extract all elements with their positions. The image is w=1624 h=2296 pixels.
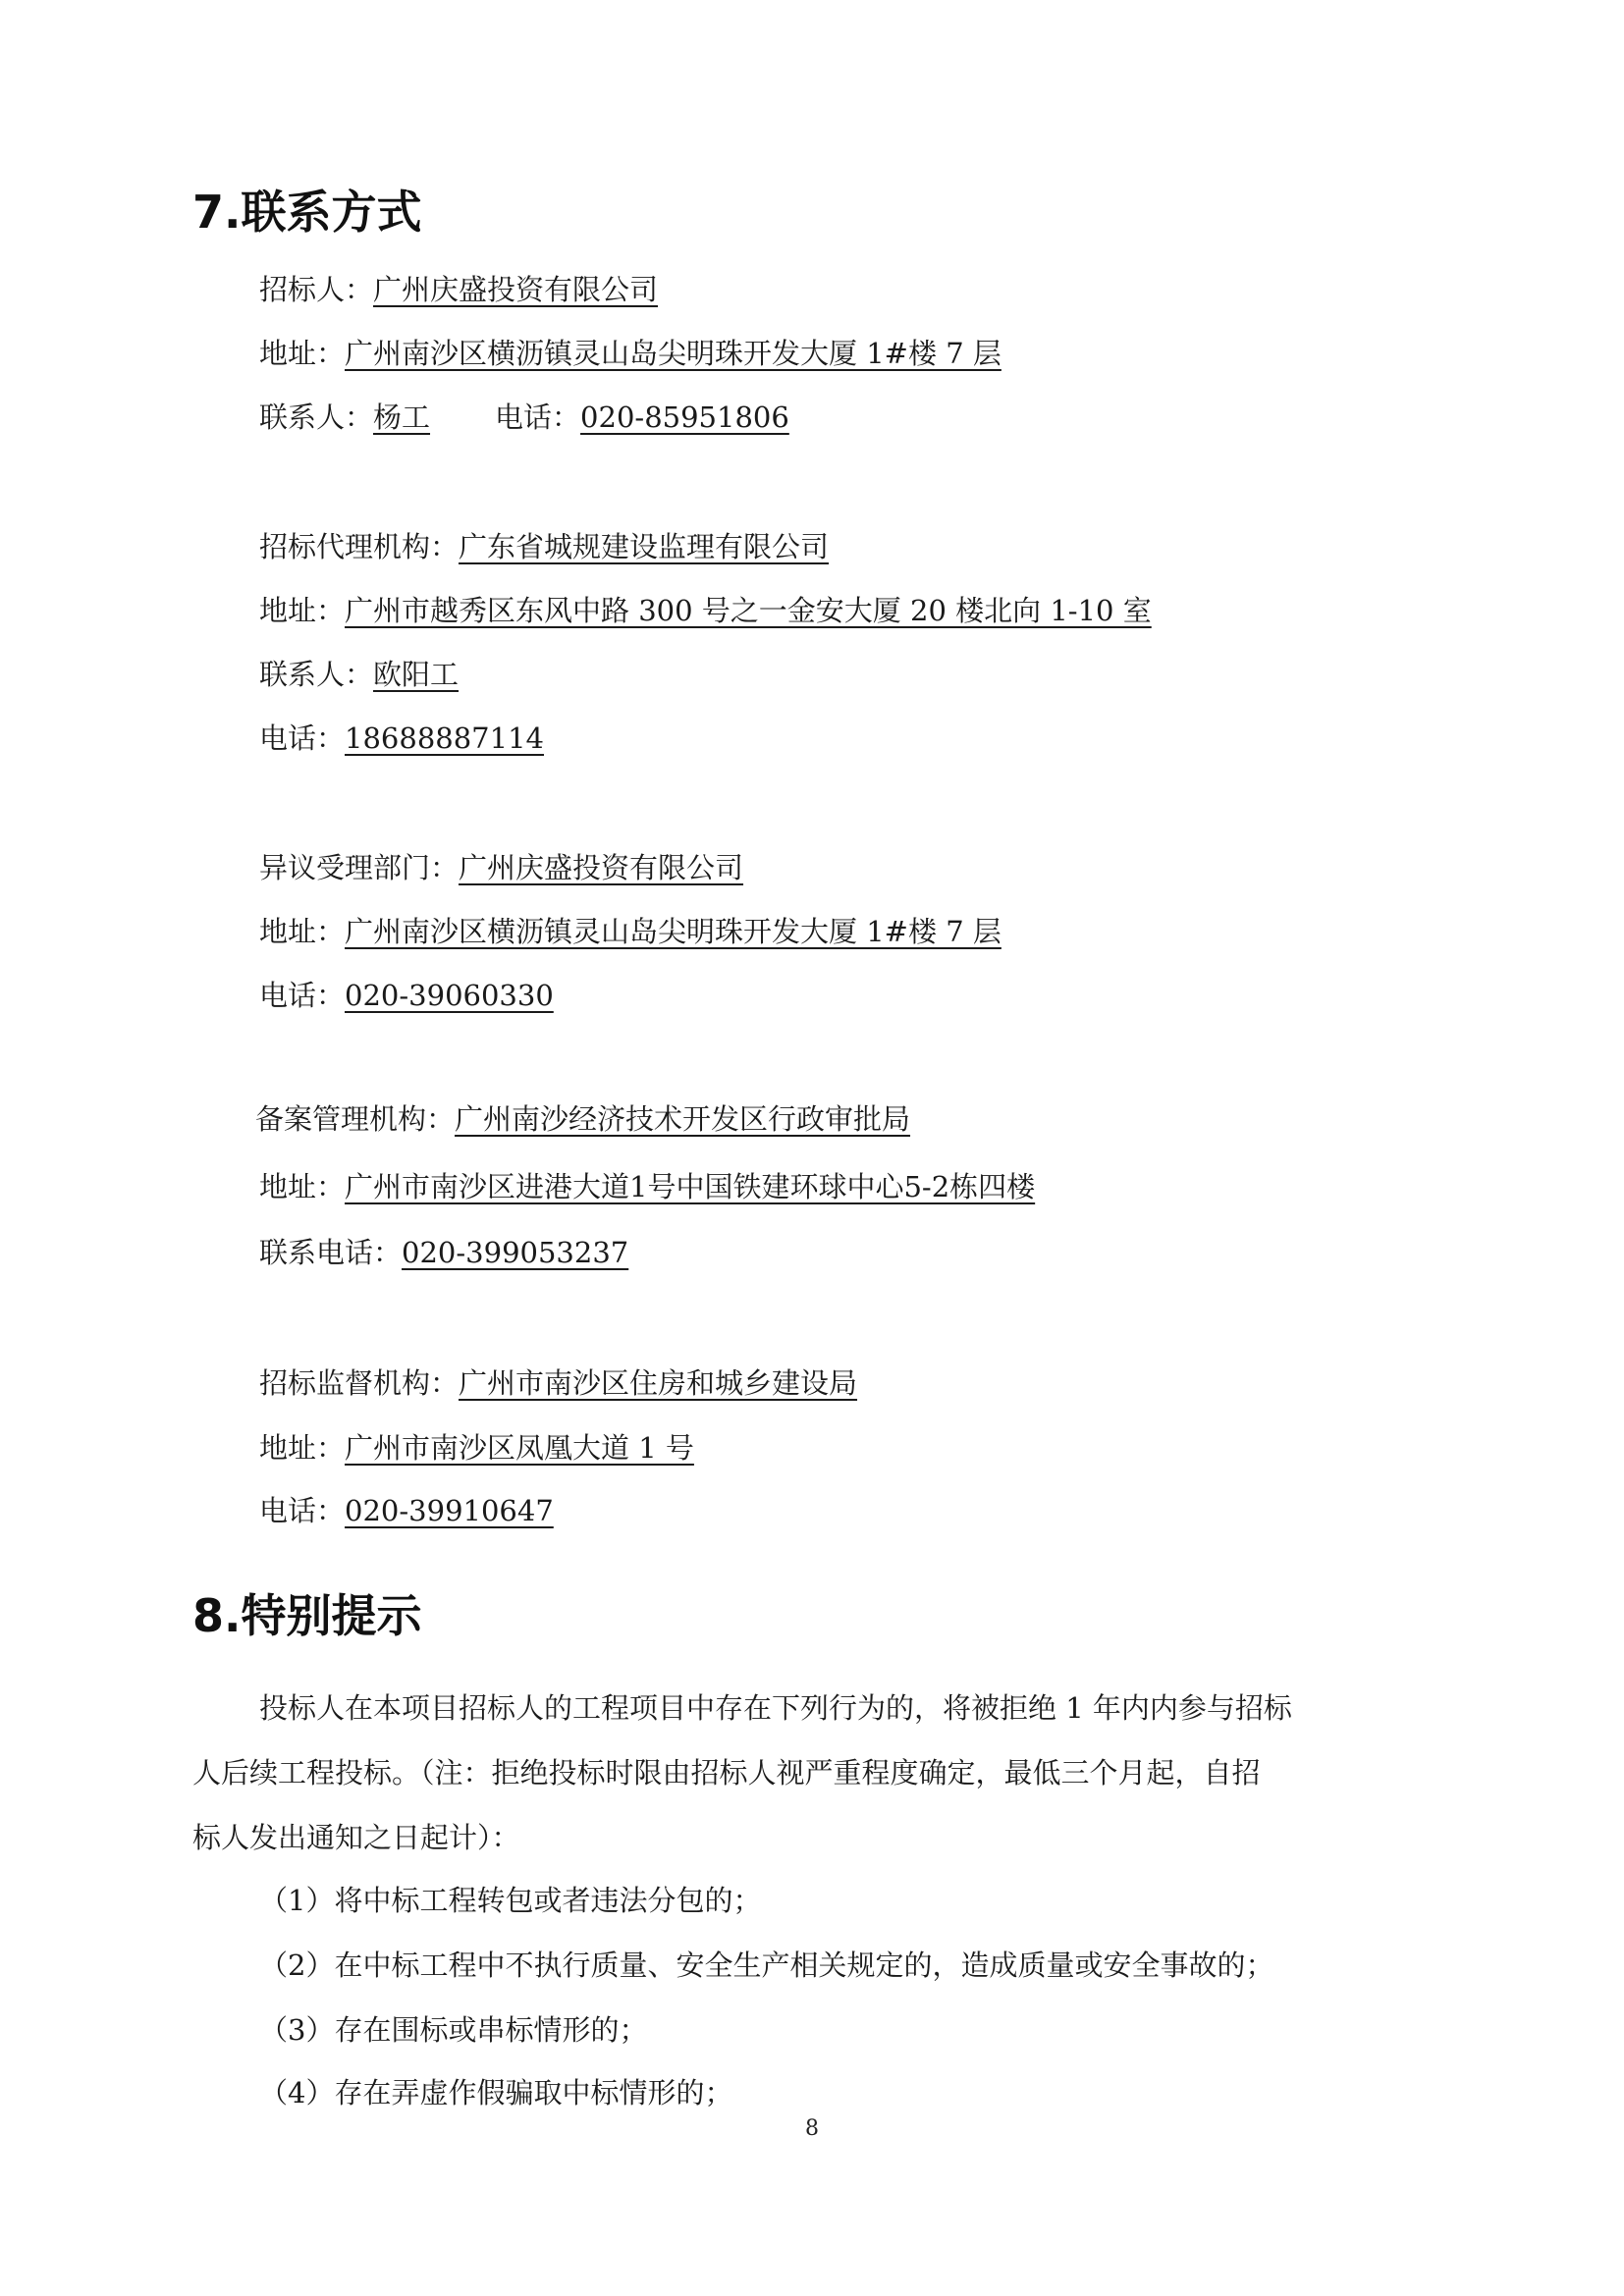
supervision-label: 招标监督机构： [259,1366,460,1400]
agency-contact-label: 联系人： [259,658,374,691]
supervision-phone-line [259,1491,554,1530]
filing-phone: 020-399053237 [402,1236,629,1269]
filing-line [255,1099,910,1139]
supervision-phone: 020-39910647 [345,1494,554,1527]
list-item: （4）存在弄虚作假骗取中标情形的； [259,2076,733,2109]
supervision-name: 广州市南沙区住房和城乡建设局 [459,1366,858,1400]
tenderer-name: 广州庆盛投资有限公司 [373,273,659,306]
objection-address: 广州南沙区横沥镇灵山岛尖明珠开发大厦 1#楼 7 层 [345,915,1001,948]
filing-phone-label: 联系电话： [259,1236,403,1269]
objection-phone: 020-39060330 [345,979,554,1012]
list-item: （2）在中标工程中不执行质量、安全生产相关规定的，造成质量或安全事故的； [259,1949,1274,1982]
filing-address-line [259,1167,1035,1206]
agency-contact: 欧阳工 [373,658,460,691]
agency-phone: 18688887114 [345,721,544,755]
special-notice-paragraph [192,1688,1439,1854]
tenderer-contact-label: 联系人： [259,400,374,434]
tenderer-address: 广州南沙区横沥镇灵山岛尖明珠开发大厦 1#楼 7 层 [345,337,1001,370]
supervision-line [259,1363,857,1403]
objection-line [259,848,743,887]
supervision-phone-label: 电话： [259,1494,346,1527]
agency-contact-line [259,655,459,694]
tenderer-contact: 杨工 [373,400,431,434]
section-8-heading: 8.特别提示 [192,1589,422,1642]
section-7-heading: 7.联系方式 [192,186,422,239]
tenderer-phone-label: 电话： [495,400,581,434]
paragraph-line: 标人发出通知之日起计）： [192,1821,520,1854]
paragraph-line: 投标人在本项目招标人的工程项目中存在下列行为的，将被拒绝 1 年内内参与招标 [259,1691,1292,1725]
tenderer-contact-line [259,398,789,437]
filing-name: 广州南沙经济技术开发区行政审批局 [455,1102,911,1136]
agency-address: 广州市越秀区东风中路 300 号之一金安大厦 20 楼北向 1-10 室 [345,594,1152,627]
paragraph-line: 人后续工程投标。（注：拒绝投标时限由招标人视严重程度确定，最低三个月起，自招 [192,1756,1261,1789]
page-number: 8 [805,2116,819,2141]
objection-label: 异议受理部门： [259,851,460,884]
supervision-address-label: 地址： [259,1431,346,1465]
objection-address-line [259,912,1001,951]
tenderer-label: 招标人： [259,273,374,306]
list-item: （3）存在围标或串标情形的； [259,2013,648,2047]
supervision-address-line [259,1428,694,1468]
filing-label: 备案管理机构： [255,1102,456,1136]
objection-address-label: 地址： [259,915,346,948]
filing-phone-line [259,1233,628,1272]
objection-name: 广州庆盛投资有限公司 [459,851,744,884]
agency-address-line [259,591,1152,630]
tenderer-line [259,270,658,309]
tenderer-address-line [259,334,1001,373]
tenderer-phone: 020-85951806 [580,400,789,434]
agency-phone-line [259,719,544,758]
objection-phone-label: 电话： [259,979,346,1012]
objection-phone-line [259,976,554,1015]
agency-phone-label: 电话： [259,721,346,755]
agency-name: 广东省城规建设监理有限公司 [459,530,830,563]
agency-address-label: 地址： [259,594,346,627]
list-item: （1）将中标工程转包或者违法分包的； [259,1884,762,1917]
tenderer-address-label: 地址： [259,337,346,370]
agency-line [259,527,829,566]
supervision-address: 广州市南沙区凤凰大道 1 号 [345,1431,694,1465]
filing-address: 广州市南沙区进港大道1号中国铁建环球中心5-2栋四楼 [345,1170,1036,1203]
agency-label: 招标代理机构： [259,530,460,563]
filing-address-label: 地址： [259,1170,346,1203]
